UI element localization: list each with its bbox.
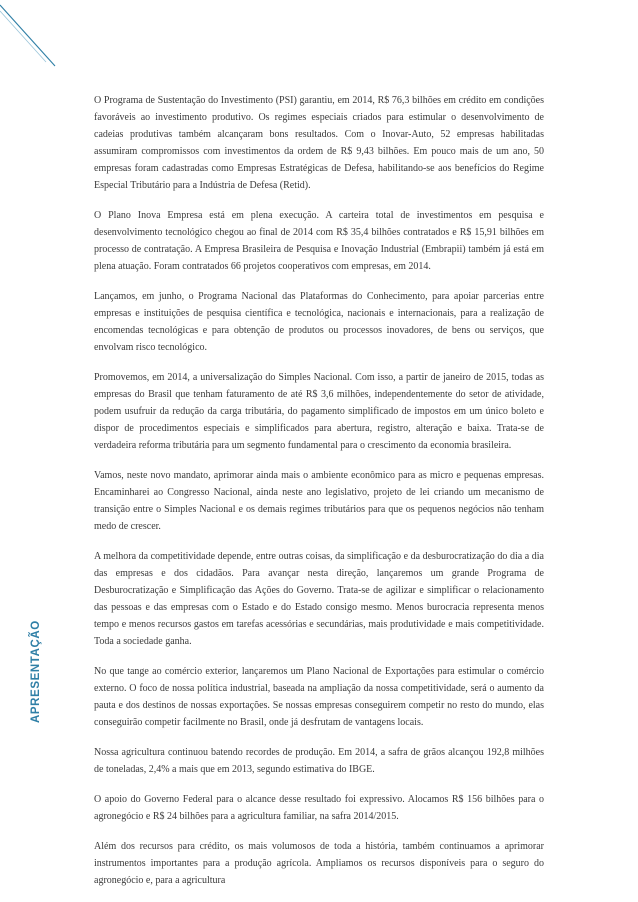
paragraph-comercio-exterior: No que tange ao comércio exterior, lançaremos um Plano Nacional de Exportações para estimular o comércio externo. O foco de nossa política industrial, baseada na ampliação da nossa competitividade, será o aumento da pauta e dos destinos de nossas exportações. Se nossas empresas conseguirem competir no resto do mundo, elas conseguirão competir facilmente no Brasil, onde já desfrutam de vantagens locais. <box>94 666 544 728</box>
corner-decoration <box>0 0 60 70</box>
paragraph-desburocratizacao: A melhora da competitividade depende, entre outras coisas, da simplificação e da desburocratização do dia a dia das empresas e dos cidadãos. Para avançar nesta direção, lançaremos um grande Programa de Desburocratização e Simplificação das Ações do Governo. Trata-se de agilizar e simplificar o relacionamento das pessoas e das empresas com o Estado e do Estado consigo mesmo. Menos burocracia representa menos tempo e menos recursos gastos em tarefas acessórias e secundárias, mais produtividade e mais competitividade. Toda a sociedade ganha. <box>94 551 544 647</box>
paragraph-apoio-governo: O apoio do Governo Federal para o alcance desse resultado foi expressivo. Alocamos R$ 156 bilhões para o agronegócio e R$ 24 bilhões para a agricultura familiar, na safra 2014/2015. <box>94 794 544 822</box>
paragraph-inova-empresa: O Plano Inova Empresa está em plena execução. A carteira total de investimentos em pesquisa e desenvolvimento tecnológico chegou ao final de 2014 com R$ 35,4 bilhões contratados e R$ 15,91 bilhões em processo de contratação. A Empresa Brasileira de Pesquisa e Inovação Industrial (Embrapii) também já está em plena atuação. Foram contratados 66 projetos cooperativos com empresas, em 2014. <box>94 210 544 272</box>
paragraph-simples-nacional: Promovemos, em 2014, a universalização do Simples Nacional. Com isso, a partir de janeiro de 2015, todas as empresas do Brasil que tenham faturamento de até R$ 3,6 milhões, independentemente do setor de atividade, podem usufruir da redução da carga tributária, do pagamento simplificado de impostos em um único boleto e dispor de procedimentos especiais e simplificados para abertura, registro, alteração e baixa. Trata-se de verdadeira reforma tributária para um segmento fundamental para o crescimento da economia brasileira. <box>94 372 544 451</box>
paragraph-plataformas-conhecimento: Lançamos, em junho, o Programa Nacional das Plataformas do Conhecimento, para apoiar parcerias entre empresas e instituições de pesquisa científica e tecnológica, nacionais e internacionais, para a realização de encomendas tecnológicas e para obtenção de produtos ou processos inovadores, de bens ou serviços, que envolvam risco tecnológico. <box>94 291 544 353</box>
paragraph-recursos-credito: Além dos recursos para crédito, os mais volumosos de toda a história, também continuamos a aprimorar instrumentos importantes para a produção agrícola. Ampliamos os recursos disponíveis para o seguro do agronegócio e, para a agricultura <box>94 841 544 886</box>
paragraph-safra: Nossa agricultura continuou batendo recordes de produção. Em 2014, a safra de grãos alcançou 192,8 milhões de toneladas, 2,4% a mais que em 2013, segundo estimativa do IBGE. <box>94 747 544 775</box>
body-text <box>94 92 544 902</box>
section-label: APRESENTAÇÃO <box>30 620 42 723</box>
paragraph-micro-pequenas-empresas: Vamos, neste novo mandato, aprimorar ainda mais o ambiente econômico para as micro e pequenas empresas. Encaminharei ao Congresso Nacional, ainda neste ano legislativo, projeto de lei criando um mecanismo de transição entre o Simples Nacional e os demais regimes tributários para que os pequenos negócios não tenham medo de crescer. <box>94 470 544 532</box>
paragraph-psi: O Programa de Sustentação do Investimento (PSI) garantiu, em 2014, R$ 76,3 bilhões em crédito em condições favoráveis ao investimento produtivo. Os regimes especiais criados para estimular o desenvolvimento de cadeias produtivas também alcançaram bons resultados. Com o Inovar-Auto, 52 empresas habilitadas assumiram compromissos com investimentos da ordem de R$ 9,43 bilhões. Em pouco mais de um ano, 50 empresas foram cadastradas como Empresas Estratégicas de Defesa, habilitando-se aos benefícios do Regime Especial Tributário para a Indústria de Defesa (Retid). <box>94 95 544 191</box>
